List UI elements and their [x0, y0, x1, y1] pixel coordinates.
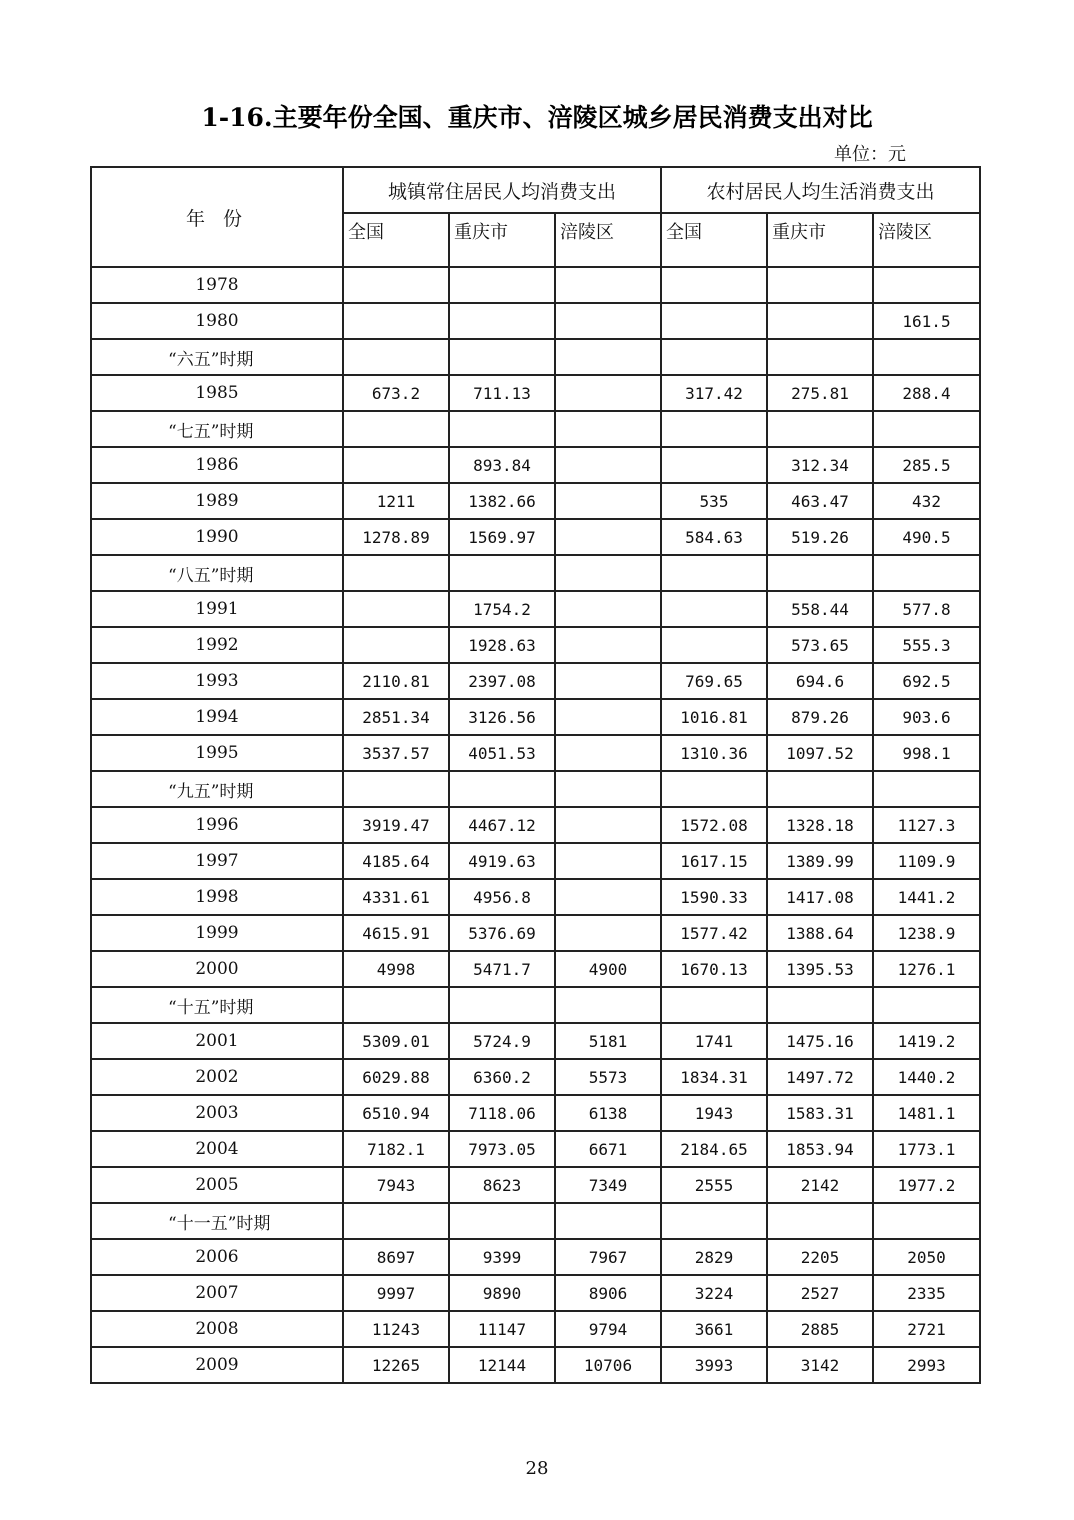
value-cell: 432: [873, 483, 980, 519]
period-row: [91, 1203, 980, 1239]
value-cell: 998.1: [873, 735, 980, 771]
value-cell: 3919.47: [343, 807, 449, 843]
year-cell: 2006: [91, 1239, 343, 1275]
year-cell: 1986: [91, 447, 343, 483]
table-row: [91, 627, 980, 663]
year-cell: “十一五”时期: [91, 1203, 343, 1239]
table-row: [91, 915, 980, 951]
value-cell: [555, 591, 661, 627]
value-cell: 3993: [661, 1347, 767, 1383]
value-cell: 4919.63: [449, 843, 555, 879]
value-cell: [555, 483, 661, 519]
year-cell: 2004: [91, 1131, 343, 1167]
year-cell: 1998: [91, 879, 343, 915]
value-cell: [449, 1203, 555, 1239]
value-cell: 7349: [555, 1167, 661, 1203]
value-cell: 285.5: [873, 447, 980, 483]
year-cell: 1995: [91, 735, 343, 771]
year-cell: 2000: [91, 951, 343, 987]
period-row: [91, 987, 980, 1023]
page-number: 28: [525, 1458, 549, 1479]
value-cell: 1276.1: [873, 951, 980, 987]
value-cell: 6671: [555, 1131, 661, 1167]
value-cell: [767, 267, 873, 303]
year-cell: 2008: [91, 1311, 343, 1347]
table-body: [91, 267, 980, 1383]
page-title: 1-16.主要年份全国、重庆市、涪陵区城乡居民消费支出对比: [201, 103, 873, 132]
year-cell: 2005: [91, 1167, 343, 1203]
table-row: [91, 735, 980, 771]
value-cell: 1617.15: [661, 843, 767, 879]
table-row: [91, 375, 980, 411]
value-cell: [661, 339, 767, 375]
value-cell: 769.65: [661, 663, 767, 699]
value-cell: [555, 879, 661, 915]
value-cell: [555, 735, 661, 771]
value-cell: 1127.3: [873, 807, 980, 843]
value-cell: 535: [661, 483, 767, 519]
year-cell: 1997: [91, 843, 343, 879]
value-cell: [555, 771, 661, 807]
value-cell: 1278.89: [343, 519, 449, 555]
value-cell: 4185.64: [343, 843, 449, 879]
urban-fuling-header: 涪陵区: [555, 213, 661, 267]
table-row: [91, 951, 980, 987]
year-cell: 1978: [91, 267, 343, 303]
value-cell: 1572.08: [661, 807, 767, 843]
value-cell: [873, 339, 980, 375]
value-cell: 1741: [661, 1023, 767, 1059]
value-cell: 3126.56: [449, 699, 555, 735]
urban-national-header: 全国: [343, 213, 449, 267]
value-cell: 1670.13: [661, 951, 767, 987]
value-cell: 5376.69: [449, 915, 555, 951]
year-cell: “六五”时期: [91, 339, 343, 375]
value-cell: 1440.2: [873, 1059, 980, 1095]
value-cell: 1419.2: [873, 1023, 980, 1059]
value-cell: [661, 555, 767, 591]
value-cell: 12265: [343, 1347, 449, 1383]
table-row: [91, 483, 980, 519]
value-cell: 1097.52: [767, 735, 873, 771]
value-cell: [449, 411, 555, 447]
value-cell: 9890: [449, 1275, 555, 1311]
value-cell: 1481.1: [873, 1095, 980, 1131]
value-cell: 6029.88: [343, 1059, 449, 1095]
value-cell: 1109.9: [873, 843, 980, 879]
value-cell: [873, 267, 980, 303]
value-cell: [555, 447, 661, 483]
value-cell: 9794: [555, 1311, 661, 1347]
value-cell: 11147: [449, 1311, 555, 1347]
value-cell: 1754.2: [449, 591, 555, 627]
value-cell: 2397.08: [449, 663, 555, 699]
value-cell: 2050: [873, 1239, 980, 1275]
value-cell: 2142: [767, 1167, 873, 1203]
value-cell: [555, 555, 661, 591]
value-cell: 1569.97: [449, 519, 555, 555]
value-cell: 288.4: [873, 375, 980, 411]
value-cell: [555, 987, 661, 1023]
year-cell: 1990: [91, 519, 343, 555]
value-cell: [449, 267, 555, 303]
value-cell: [767, 771, 873, 807]
rural-fuling-header: 涪陵区: [873, 213, 980, 267]
value-cell: 694.6: [767, 663, 873, 699]
year-cell: 1992: [91, 627, 343, 663]
year-cell: “八五”时期: [91, 555, 343, 591]
value-cell: 5181: [555, 1023, 661, 1059]
value-cell: 1590.33: [661, 879, 767, 915]
value-cell: [661, 411, 767, 447]
value-cell: 2885: [767, 1311, 873, 1347]
value-cell: [555, 699, 661, 735]
value-cell: [343, 627, 449, 663]
value-cell: [873, 987, 980, 1023]
value-cell: [343, 555, 449, 591]
value-cell: 558.44: [767, 591, 873, 627]
value-cell: 1310.36: [661, 735, 767, 771]
value-cell: [449, 303, 555, 339]
value-cell: 3661: [661, 1311, 767, 1347]
table-row: [91, 447, 980, 483]
value-cell: 5309.01: [343, 1023, 449, 1059]
value-cell: 2205: [767, 1239, 873, 1275]
value-cell: [661, 303, 767, 339]
value-cell: 1238.9: [873, 915, 980, 951]
value-cell: 1475.16: [767, 1023, 873, 1059]
value-cell: 10706: [555, 1347, 661, 1383]
value-cell: 463.47: [767, 483, 873, 519]
value-cell: 903.6: [873, 699, 980, 735]
table-row: [91, 663, 980, 699]
period-row: [91, 555, 980, 591]
year-cell: 2003: [91, 1095, 343, 1131]
value-cell: [555, 411, 661, 447]
table-row: [91, 843, 980, 879]
table-row: [91, 1275, 980, 1311]
value-cell: [343, 1203, 449, 1239]
table-row: [91, 1347, 980, 1383]
table-row: [91, 1095, 980, 1131]
table-row: [91, 303, 980, 339]
value-cell: 317.42: [661, 375, 767, 411]
value-cell: [767, 303, 873, 339]
value-cell: 3142: [767, 1347, 873, 1383]
value-cell: [767, 339, 873, 375]
value-cell: 1389.99: [767, 843, 873, 879]
value-cell: [555, 807, 661, 843]
value-cell: 555.3: [873, 627, 980, 663]
value-cell: [343, 339, 449, 375]
period-row: [91, 339, 980, 375]
year-cell: 2002: [91, 1059, 343, 1095]
value-cell: 9399: [449, 1239, 555, 1275]
value-cell: [555, 375, 661, 411]
value-cell: 519.26: [767, 519, 873, 555]
value-cell: 4051.53: [449, 735, 555, 771]
year-column-header: 年 份: [91, 167, 343, 267]
value-cell: 673.2: [343, 375, 449, 411]
table-row: [91, 1131, 980, 1167]
value-cell: 8906: [555, 1275, 661, 1311]
value-cell: 2555: [661, 1167, 767, 1203]
value-cell: 1928.63: [449, 627, 555, 663]
value-cell: 1016.81: [661, 699, 767, 735]
value-cell: [343, 591, 449, 627]
value-cell: 490.5: [873, 519, 980, 555]
value-cell: 1441.2: [873, 879, 980, 915]
value-cell: [449, 987, 555, 1023]
value-cell: [449, 339, 555, 375]
year-cell: 1994: [91, 699, 343, 735]
value-cell: [661, 447, 767, 483]
value-cell: 6510.94: [343, 1095, 449, 1131]
value-cell: 2851.34: [343, 699, 449, 735]
value-cell: 1834.31: [661, 1059, 767, 1095]
year-cell: 1999: [91, 915, 343, 951]
value-cell: [449, 555, 555, 591]
value-cell: [767, 987, 873, 1023]
value-cell: [661, 591, 767, 627]
urban-chongqing-header: 重庆市: [449, 213, 555, 267]
value-cell: 5573: [555, 1059, 661, 1095]
value-cell: 4998: [343, 951, 449, 987]
value-cell: [767, 555, 873, 591]
table-row: [91, 519, 980, 555]
value-cell: 573.65: [767, 627, 873, 663]
value-cell: [343, 411, 449, 447]
value-cell: [555, 267, 661, 303]
value-cell: 7973.05: [449, 1131, 555, 1167]
value-cell: 2184.65: [661, 1131, 767, 1167]
value-cell: 7967: [555, 1239, 661, 1275]
year-cell: 1991: [91, 591, 343, 627]
urban-group-header: 城镇常住居民人均消费支出: [343, 167, 661, 213]
value-cell: 711.13: [449, 375, 555, 411]
value-cell: [343, 987, 449, 1023]
value-cell: [661, 771, 767, 807]
value-cell: 6360.2: [449, 1059, 555, 1095]
value-cell: [555, 519, 661, 555]
table-row: [91, 591, 980, 627]
year-cell: 1993: [91, 663, 343, 699]
value-cell: [555, 663, 661, 699]
value-cell: 7943: [343, 1167, 449, 1203]
year-cell: “九五”时期: [91, 771, 343, 807]
table-row: [91, 1311, 980, 1347]
value-cell: [555, 843, 661, 879]
value-cell: [449, 771, 555, 807]
value-cell: 1382.66: [449, 483, 555, 519]
value-cell: 7118.06: [449, 1095, 555, 1131]
year-cell: 2007: [91, 1275, 343, 1311]
value-cell: 1977.2: [873, 1167, 980, 1203]
value-cell: 4331.61: [343, 879, 449, 915]
value-cell: 893.84: [449, 447, 555, 483]
value-cell: [343, 771, 449, 807]
value-cell: [343, 267, 449, 303]
value-cell: 11243: [343, 1311, 449, 1347]
value-cell: 3537.57: [343, 735, 449, 771]
value-cell: 2335: [873, 1275, 980, 1311]
year-cell: “七五”时期: [91, 411, 343, 447]
value-cell: 2110.81: [343, 663, 449, 699]
year-cell: 1989: [91, 483, 343, 519]
year-cell: 2009: [91, 1347, 343, 1383]
period-row: [91, 771, 980, 807]
unit-label: 单位：元: [834, 144, 906, 165]
consumption-table: [90, 166, 981, 1384]
table-row: [91, 267, 980, 303]
value-cell: 1388.64: [767, 915, 873, 951]
value-cell: 1417.08: [767, 879, 873, 915]
value-cell: [343, 447, 449, 483]
value-cell: 161.5: [873, 303, 980, 339]
year-cell: 2001: [91, 1023, 343, 1059]
value-cell: 275.81: [767, 375, 873, 411]
period-row: [91, 411, 980, 447]
value-cell: 9997: [343, 1275, 449, 1311]
value-cell: 1853.94: [767, 1131, 873, 1167]
year-cell: 1996: [91, 807, 343, 843]
value-cell: 6138: [555, 1095, 661, 1131]
value-cell: [661, 627, 767, 663]
value-cell: [661, 267, 767, 303]
year-cell: 1980: [91, 303, 343, 339]
value-cell: 1577.42: [661, 915, 767, 951]
table-row: [91, 1023, 980, 1059]
value-cell: 1943: [661, 1095, 767, 1131]
value-cell: 8697: [343, 1239, 449, 1275]
value-cell: 4467.12: [449, 807, 555, 843]
table-row: [91, 1239, 980, 1275]
value-cell: 1583.31: [767, 1095, 873, 1131]
value-cell: [767, 1203, 873, 1239]
value-cell: 1773.1: [873, 1131, 980, 1167]
value-cell: [343, 303, 449, 339]
year-cell: “十五”时期: [91, 987, 343, 1023]
value-cell: 4956.8: [449, 879, 555, 915]
value-cell: 4900: [555, 951, 661, 987]
value-cell: 2993: [873, 1347, 980, 1383]
value-cell: [555, 1203, 661, 1239]
value-cell: [555, 627, 661, 663]
value-cell: 692.5: [873, 663, 980, 699]
value-cell: [555, 915, 661, 951]
rural-national-header: 全国: [661, 213, 767, 267]
value-cell: 12144: [449, 1347, 555, 1383]
table-row: [91, 1059, 980, 1095]
value-cell: 2527: [767, 1275, 873, 1311]
value-cell: [661, 1203, 767, 1239]
table-row: [91, 1167, 980, 1203]
value-cell: [873, 411, 980, 447]
table-row: [91, 807, 980, 843]
value-cell: [767, 411, 873, 447]
rural-group-header: 农村居民人均生活消费支出: [661, 167, 980, 213]
value-cell: 4615.91: [343, 915, 449, 951]
value-cell: 7182.1: [343, 1131, 449, 1167]
value-cell: 5724.9: [449, 1023, 555, 1059]
year-cell: 1985: [91, 375, 343, 411]
value-cell: [873, 555, 980, 591]
value-cell: 584.63: [661, 519, 767, 555]
value-cell: 312.34: [767, 447, 873, 483]
value-cell: 2829: [661, 1239, 767, 1275]
value-cell: [873, 1203, 980, 1239]
table-row: [91, 879, 980, 915]
value-cell: 879.26: [767, 699, 873, 735]
value-cell: 1497.72: [767, 1059, 873, 1095]
value-cell: 2721: [873, 1311, 980, 1347]
rural-chongqing-header: 重庆市: [767, 213, 873, 267]
value-cell: [661, 987, 767, 1023]
value-cell: [555, 303, 661, 339]
value-cell: 1211: [343, 483, 449, 519]
header-row-1: [91, 167, 980, 213]
value-cell: 5471.7: [449, 951, 555, 987]
value-cell: 8623: [449, 1167, 555, 1203]
table-row: [91, 699, 980, 735]
value-cell: 577.8: [873, 591, 980, 627]
value-cell: [555, 339, 661, 375]
value-cell: [873, 771, 980, 807]
value-cell: 1395.53: [767, 951, 873, 987]
value-cell: 3224: [661, 1275, 767, 1311]
value-cell: 1328.18: [767, 807, 873, 843]
